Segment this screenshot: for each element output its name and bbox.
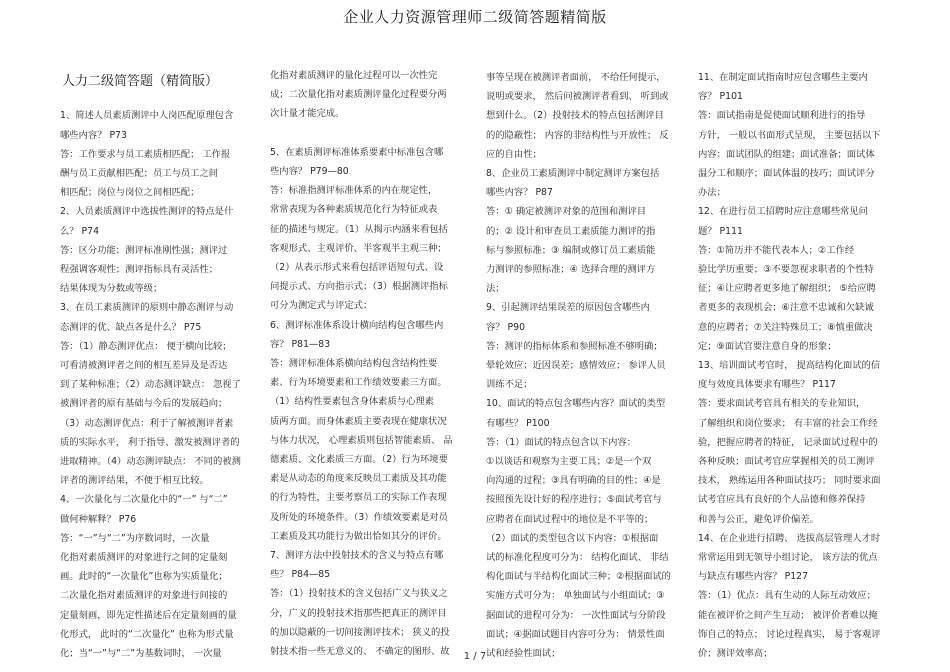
text-line: 和善与公正，避免评价偏差。	[698, 513, 819, 525]
text-line: 面试；④据面试题目内容可分为： 情景性面	[486, 628, 665, 640]
text-line: 3、在员工素质测评的原则中静态测评与动	[60, 302, 234, 314]
text-line: 晕轮效应；近因误差；感情效应； 参评人员	[486, 360, 666, 372]
text-line: 题？ P111	[698, 225, 743, 237]
text-line: 么？ P74	[60, 225, 99, 237]
text-column-1	[60, 68, 270, 663]
text-line: 可看清被测评者之间的相互差异及是否达	[60, 360, 228, 372]
text-line: 常常运用到无领导小组讨论， 该方法的优点	[698, 552, 878, 564]
text-line: 问提示式、方向指示式；（3）根据测评指标	[270, 281, 448, 293]
text-line: 办法；	[698, 187, 726, 199]
text-line: 答：（1）静态测评优点： 便于横向比较；	[60, 340, 232, 352]
text-line: 试和经验性面试；	[486, 648, 561, 660]
text-line: 化；当“一”与“二”为基数词时， 一次量	[60, 648, 222, 660]
text-line: 有哪些？ P100	[486, 417, 550, 429]
text-line: 5、在素质测评标准体系要素中标准包含哪	[270, 146, 444, 158]
text-line	[60, 68, 270, 87]
text-line: 答：测评标准体系横向结构包含结构性要	[270, 358, 438, 370]
text-line: 答：“一”与“二”为序数词时，一次量	[60, 532, 210, 544]
text-line: 想到什么。（2）投射技术的特点包括测评目	[486, 110, 664, 122]
text-line: 化指对素质测评的对象进行之间的定量刻	[60, 552, 228, 564]
text-line: 哪些内容？ P73	[60, 129, 127, 141]
text-line: 应聘者在面试过程中的地位是不平等的；	[486, 513, 654, 525]
text-line: 训练不足；	[486, 379, 533, 391]
text-line: 向沟通的过程；③具有明确的目的性；④是	[486, 475, 661, 487]
text-line: 化指对素质测评的量化过程可以一次性完	[270, 70, 438, 81]
text-line: 答：要求面试考官具有相关的专业知识，	[698, 398, 866, 410]
text-line: 意的应聘者；⑦关注特殊员工；⑧慎重做决	[698, 321, 873, 333]
text-line: 技术， 熟练运用各种面试技巧； 同时要求面	[698, 475, 881, 487]
text-line: 定；⑨面试官要注意自身的形象；	[698, 340, 837, 352]
text-line: 相匹配；岗位与岗位之间相匹配；	[60, 187, 200, 199]
text-line: 素是从动态的角度来反映员工素质及其功能	[270, 473, 447, 485]
text-line: 7、测评方法中投射技术的含义与特点有哪	[270, 550, 444, 562]
text-line: 答：（1）投射技术的含义包括广义与狭义之	[270, 588, 448, 600]
text-line: 及所处的环境条件。（3）作绩效要素是对员	[270, 511, 448, 523]
text-line: 说明或要求， 然后问被测评者看到、 听到或	[486, 91, 669, 103]
text-line: 容？ P81—83	[270, 338, 331, 350]
text-line: 的行为特性，主要考察员工的实际工作表现	[270, 492, 447, 504]
text-line: 价；测评效率高；	[698, 648, 773, 660]
text-line: 饰自己的特点； 讨论过程真实， 易于客观评	[698, 628, 881, 640]
text-line: 8、企业员工素质测评中制定测评方案包括	[486, 168, 660, 180]
text-line: 质的实际水平， 利于指导、激发被测评者的	[60, 436, 240, 448]
text-line: 11、在制定面试指南时应包含哪些主要内	[698, 72, 868, 83]
text-column-3	[486, 68, 686, 663]
text-line: 结果体现为分数或等级；	[60, 283, 163, 295]
text-line: 到了某种标准；（2）动态测评缺点： 忽视了	[60, 379, 241, 391]
text-line: 试的标准化程度可分为： 结构化面试、 非结	[486, 552, 669, 564]
text-line: 方针， 一般以书面形式呈现， 主要包括以下	[698, 129, 881, 141]
text-line: 12、在进行员工招聘时应注意哪些常见问	[698, 206, 868, 218]
text-line: 力测评的参照标准；④ 选择合理的测评方	[486, 264, 656, 276]
text-line: 答：①简历并不能代表本人；②工作经	[698, 244, 855, 256]
text-line: 试考官应具有良好的个人品德和修养保持	[698, 494, 866, 506]
text-line: 德素质、文化素质三方面。（2）行为环境要	[270, 454, 448, 466]
text-line: 的加以隐蔽的一切间接测评技术； 狭义的投	[270, 626, 450, 638]
text-line: 质两方面。而身体素质主要表现在健康状况	[270, 415, 447, 427]
text-line: （3）动态测评优点：利于了解被测评者素	[60, 417, 234, 429]
text-line: 的；② 设计和审查员工素质能力测评的指	[486, 225, 656, 237]
text-line: 常常表现为各种素质规范化行为特征或表	[270, 204, 438, 216]
text-line: 进取精神。（4）动态测评缺点： 不同的被测	[60, 456, 241, 468]
text-line: 的的隐蔽性； 内容的非结构性与开放性； 反	[486, 129, 669, 141]
document-subtitle: 人力二级简答题（精简版）	[62, 74, 219, 89]
text-line: 些内容？ P79—80	[270, 166, 349, 178]
text-line	[60, 87, 270, 106]
text-line: 征；④让应聘者更多地了解组织； ⑤给应聘	[698, 283, 876, 295]
text-line: 实施方式可分为： 单独面试与小组面试；③	[486, 590, 665, 602]
text-line: 化形式， 此时的“二次量化” 也称为形式量	[60, 628, 234, 640]
text-line: 容？ P90	[486, 321, 525, 333]
text-line: ①以谈话和观察为主要工具；②是一个双	[486, 456, 652, 468]
text-line: 内容：面试团队的组建；面试准备；面试体	[698, 148, 875, 160]
text-line: 评者的测评结果，不便于相互比较。	[60, 475, 209, 487]
text-line: 定量刻画，即先定性描述后在定量刻画的量	[60, 609, 237, 621]
text-line: 2、人员素质测评中选拔性测评的特点是什	[60, 206, 234, 218]
text-line: 4、一次量化与二次量化中的“一” 与“二”	[60, 494, 228, 506]
text-line: 了解组织和岗位要求； 有丰富的社会工作经	[698, 417, 878, 429]
text-line: （2）面试的类型包含以下内容：①根据面	[486, 532, 659, 544]
text-line: 次计量才能完成。	[270, 108, 345, 120]
text-line: 射技术指一些无意义的、 不确定的图形、故	[270, 646, 450, 658]
text-line: 10、面试的特点包含哪些内容？面试的类型	[486, 398, 666, 410]
text-line: 者更多的表现机会；⑥注意不忠诚和欠缺诚	[698, 302, 874, 314]
text-line: 6、测评标准体系设计横向结构包含哪些内	[270, 319, 444, 331]
text-line: 二次量化指对素质测评的对象进行间接的	[60, 590, 228, 602]
text-line: 9、引起测评结果误差的原因包含哪些内	[486, 302, 650, 314]
text-line: 答：（1）面试的特点包含以下内容：	[486, 436, 637, 448]
text-line: 应的自由性；	[486, 148, 542, 160]
text-line: 客观形式、主观评价、半客观半主观三种；	[270, 242, 447, 254]
text-line: 度与效度具体要求有哪些？ P117	[698, 379, 836, 391]
text-line: 与缺点有哪些内容？ P127	[698, 571, 808, 583]
text-line: 工素质及其功能行为做出恰如其分的评价。	[270, 530, 447, 542]
text-line: 些？ P84—85	[270, 569, 331, 581]
text-line: 标与参照标准；③ 编制或修订员工素质能	[486, 244, 656, 256]
text-line: 答：测评的指标体系和参照标准不够明确；	[486, 340, 663, 352]
text-line: 13、培训面试考官时， 提高结构化面试的信	[698, 360, 881, 372]
text-line: 可分为测定式与评定式；	[270, 300, 373, 312]
text-line: 画。此时的“一次量化”也称为实质量化；	[60, 571, 228, 583]
text-line: 验比学历重要；③不要忽视求职者的个性特	[698, 264, 874, 276]
text-line: 程强调客观性；测评指标具有灵活性；	[60, 264, 219, 276]
text-line: 成；二次量化指对素质测评量化过程要分两	[270, 89, 447, 101]
text-line: 被测评者的原有基础与今后的发展趋向；	[60, 398, 228, 410]
text-column-4	[698, 68, 898, 663]
text-line: 各种反映；面试考官应掌握相关的员工测评	[698, 456, 875, 468]
text-line: 分，广义的投射技术指那些把真正的测评目	[270, 607, 447, 619]
text-line: 态测评的优、缺点各是什么？ P75	[60, 321, 202, 333]
text-line: （1）结构性要素包含身体素质与心理素	[270, 396, 434, 408]
text-line: 答：① 确定被测评对象的范围和测评目	[486, 206, 647, 218]
text-line: 构化面试与半结构化面试三种；②根据面试的	[486, 571, 671, 583]
text-line: 哪些内容？ P87	[486, 187, 553, 199]
text-line: 法；	[486, 283, 505, 295]
text-line: 做何种解释？ P76	[60, 513, 137, 525]
text-line: 容？ P101	[698, 91, 743, 103]
text-line: 据面试的进程可分为： 一次性面试与分阶段	[486, 609, 666, 621]
text-line: 与体力状况， 心理素质则包括智能素质、 品	[270, 434, 453, 446]
text-line: 温分工和顺序；面试体温的技巧；面试评分	[698, 168, 875, 180]
text-line: 征的描述与规定。（1）从揭示内涵来看包括	[270, 223, 448, 235]
text-line: 答：面试指南是促使面试顺利进行的指导	[698, 110, 866, 122]
text-line: （2）从表示形式来看包括评语短句式、设	[270, 262, 444, 274]
page-number: 1 / 7	[463, 651, 487, 662]
text-line: 1、简述人员素质测评中人岗匹配原理包含	[60, 110, 234, 122]
text-line: 能在被评价之间产生互动； 被评价者难以掩	[698, 609, 878, 621]
text-line: 事等呈现在被测评者面前， 不给任何提示，	[486, 72, 666, 83]
text-line: 答：区分功能；测评标准刚性强；测评过	[60, 244, 228, 256]
text-line: 酬与员工贡献相匹配；员工与员工之间	[60, 168, 219, 180]
text-line: 按照预先设计好的程序进行；⑤面试考官与	[486, 494, 662, 506]
text-line: 答：标准指测评标准体系的内在规定性，	[270, 185, 438, 197]
text-line: 答：工作要求与员工素质相匹配； 工作报	[60, 148, 231, 160]
text-column-2	[270, 66, 475, 661]
text-line	[270, 124, 475, 143]
text-line: 验，把握应聘者的特征， 记录面试过程中的	[698, 436, 878, 448]
document-title: 企业人力资源管理师二级简答题精简版	[343, 8, 607, 26]
text-line: 14、在企业进行招聘、 选拔高层管理人才时	[698, 532, 881, 544]
text-line: 素、行为环境要素和工作绩效要素三方面。	[270, 377, 447, 389]
text-line: 答：（1）优点：具有生动的人际互动效应；	[698, 590, 876, 602]
